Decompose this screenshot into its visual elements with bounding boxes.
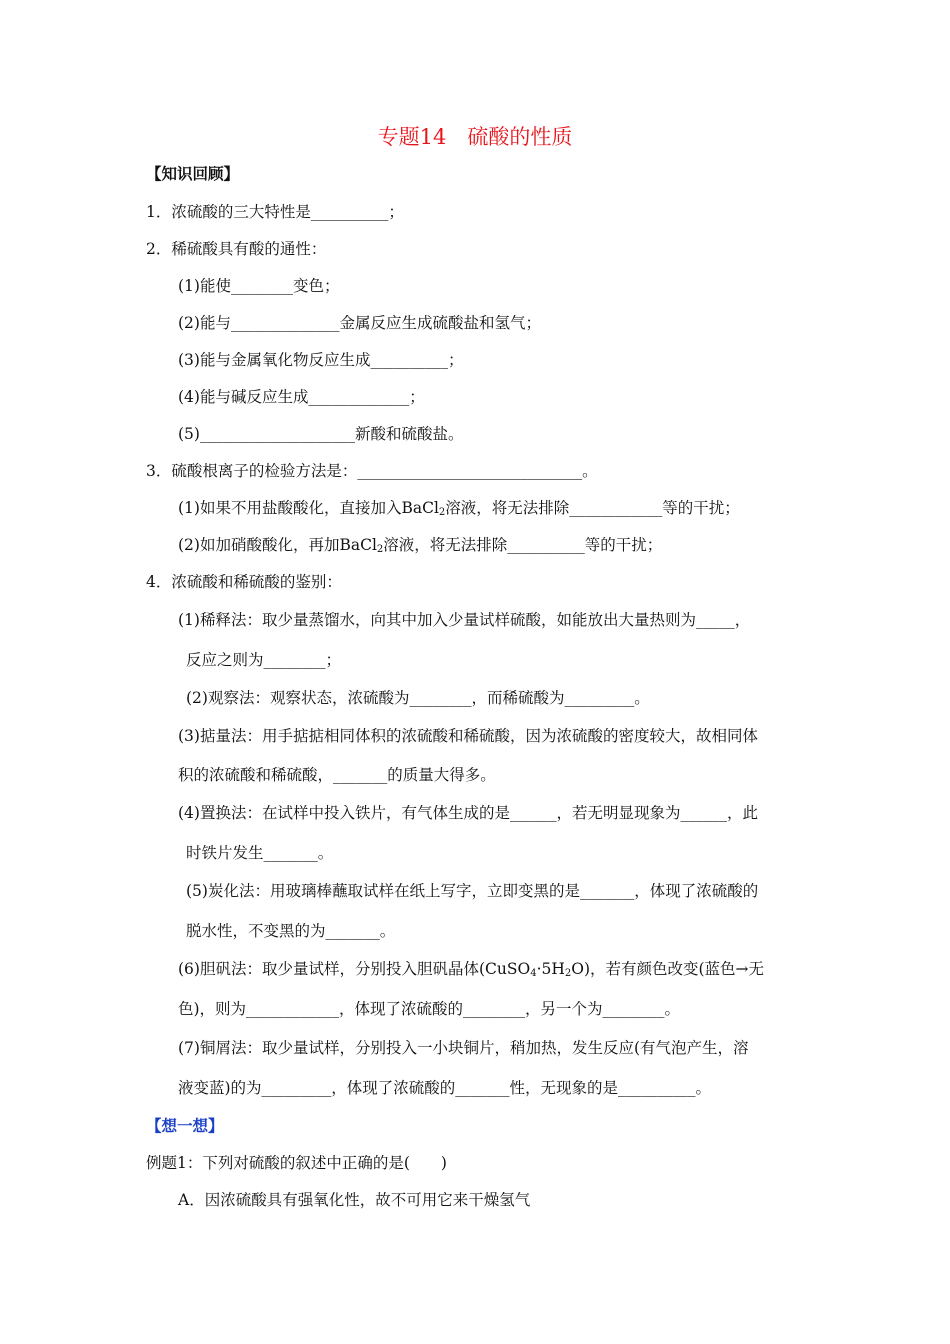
q3-1-text-b: 溶液，将无法排除____________等的干扰； [445, 499, 740, 517]
question-4-item-3-line-2: 积的浓硫酸和稀硫酸，_______的质量大得多。 [178, 766, 496, 784]
question-2-item-3: (3)能与金属氧化物反应生成__________； [178, 351, 464, 369]
question-4: 4．浓硫酸和稀硫酸的鉴别： [146, 573, 342, 591]
subscript-2: 2 [438, 507, 446, 518]
question-4-item-4-line-1: (4)置换法：在试样中投入铁片，有气体生成的是______，若无明显现象为______，此 [178, 804, 758, 822]
question-4-item-2: (2)观察法：观察状态，浓硫酸为________，而稀硫酸为_________。 [186, 689, 650, 707]
question-2-item-1: (1)能使________变色； [178, 277, 340, 295]
question-3-item-2 [178, 535, 662, 560]
question-4-item-7-line-2: 液变蓝)的为_________，体现了浓硫酸的_______性，无现象的是__________。 [178, 1079, 712, 1097]
question-4-item-1-line-2: 反应之则为________； [186, 651, 342, 669]
question-4-item-1-line-1: (1)稀释法：取少量蒸馏水，向其中加入少量试样硫酸，如能放出大量热则为_____， [178, 611, 751, 629]
question-4-item-3-line-1: (3)掂量法：用手掂掂相同体积的浓硫酸和稀硫酸，因为浓硫酸的密度较大，故相同体 [178, 727, 758, 745]
question-1: 1．浓硫酸的三大特性是__________； [146, 203, 404, 221]
question-2-item-4: (4)能与碱反应生成_____________； [178, 388, 425, 406]
question-4-item-6-line-1 [178, 959, 764, 984]
q4-6-text-c: O)，若有颜色改变(蓝色→无 [571, 960, 765, 978]
example-1-question: 例题1：下列对硫酸的叙述中正确的是( ) [146, 1154, 447, 1172]
subscript-2: 2 [376, 544, 384, 555]
question-4-item-6-line-2: 色)，则为____________，体现了浓硫酸的________，另一个为________。 [178, 1000, 681, 1018]
question-2: 2．稀硫酸具有酸的通性： [146, 240, 327, 258]
question-4-item-5-line-1: (5)炭化法：用玻璃棒蘸取试样在纸上写字，立即变黑的是_______，体现了浓硫酸的 [186, 882, 759, 900]
q3-2-text-b: 溶液，将无法排除__________等的干扰； [383, 536, 663, 554]
page-title: 专题14 硫酸的性质 [377, 125, 573, 149]
subscript-4: 4 [530, 968, 537, 979]
question-4-item-5-line-2: 脱水性，不变黑的为_______。 [186, 922, 396, 940]
question-2-item-5: (5)____________________新酸和硫酸盐。 [178, 425, 464, 443]
question-2-item-2: (2)能与______________金属反应生成硫酸盐和氢气； [178, 314, 541, 332]
question-4-item-7-line-1: (7)铜屑法：取少量试样，分别投入一小块铜片，稍加热，发生反应(有气泡产生，溶 [178, 1039, 749, 1057]
question-3: 3．硫酸根离子的检验方法是：_____________________________。 [146, 462, 598, 480]
q3-2-text-a: (2)如加硝酸酸化，再加BaCl [178, 536, 377, 554]
section-header-review: 【知识回顾】 [146, 164, 240, 183]
example-1-option-a: A．因浓硫酸具有强氧化性，故不可用它来干燥氢气 [178, 1191, 531, 1209]
question-4-item-4-line-2: 时铁片发生_______。 [186, 844, 334, 862]
q3-1-text-a: (1)如果不用盐酸酸化，直接加入BaCl [178, 499, 439, 517]
q4-6-text-a: (6)胆矾法：取少量试样，分别投入胆矾晶体(CuSO [178, 960, 531, 978]
section-header-think: 【想一想】 [146, 1116, 224, 1135]
question-3-item-1 [178, 498, 740, 523]
q4-6-text-b: ·5H [536, 960, 565, 978]
subscript-2: 2 [564, 968, 572, 979]
